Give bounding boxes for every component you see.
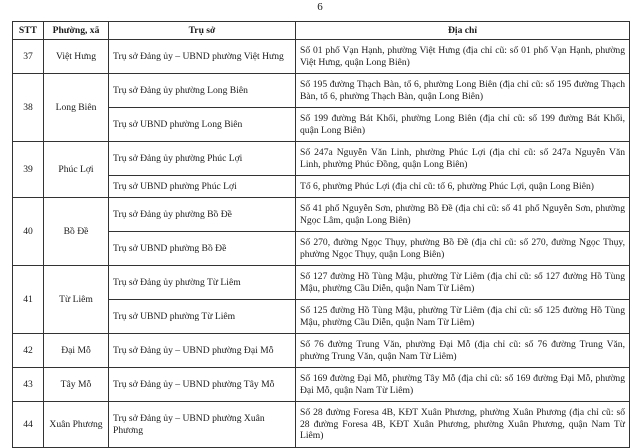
table-row — [13, 198, 630, 232]
cell-ward: Bồ Đề — [44, 198, 109, 266]
header-stt: STT — [13, 22, 44, 40]
cell-address: Số 28 đường Foresa 4B, KĐT Xuân Phương, phường Xuân Phương (địa chỉ cũ: số 28 đường Foresa 4B, KĐT Xuân Phương, phường Xuân Phương, quận Nam Từ Liêm) — [296, 402, 630, 448]
office-address-table — [12, 21, 630, 448]
cell-office: Trụ sở UBND phường Long Biên — [109, 108, 296, 142]
cell-office: Trụ sở Đảng ủy phường Phúc Lợi — [109, 142, 296, 176]
cell-stt: 37 — [13, 40, 44, 74]
cell-office: Trụ sở UBND phường Bồ Đề — [109, 232, 296, 266]
cell-ward: Tây Mỗ — [44, 368, 109, 402]
cell-ward: Xuân Phương — [44, 402, 109, 448]
cell-ward: Từ Liêm — [44, 266, 109, 334]
cell-address: Số 76 đường Trung Văn, phường Đại Mỗ (địa chỉ cũ: số 76 đường Trung Văn, phường Trung Văn, quận Nam Từ Liêm) — [296, 334, 630, 368]
cell-address: Số 270, đường Ngọc Thụy, phường Bồ Đề (địa chỉ cũ: số 270, đường Ngọc Thụy, phường Ngọc Thụy, quận Long Biên) — [296, 232, 630, 266]
cell-ward: Đại Mỗ — [44, 334, 109, 368]
table-row — [13, 74, 630, 108]
cell-office: Trụ sở Đảng ủy – UBND phường Xuân Phương — [109, 402, 296, 448]
header-ward: Phường, xã — [44, 22, 109, 40]
cell-stt: 44 — [13, 402, 44, 448]
cell-address: Số 247a Nguyễn Văn Linh, phường Phúc Lợi (địa chỉ cũ: số 247a Nguyễn Văn Linh, phường Phúc Đồng, quận Long Biên) — [296, 142, 630, 176]
table-header-row — [13, 22, 630, 40]
cell-address: Số 199 đường Bát Khối, phường Long Biên (địa chỉ cũ: số 199 đường Bát Khối, quận Long Biên) — [296, 108, 630, 142]
cell-office: Trụ sở UBND phường Phúc Lợi — [109, 176, 296, 198]
cell-address: Số 41 phố Nguyễn Sơn, phường Bồ Đề (địa chỉ cũ: số 41 phố Nguyễn Sơn, phường Ngọc Lâm, quận Long Biên) — [296, 198, 630, 232]
cell-office: Trụ sở Đảng ủy – UBND phường Tây Mỗ — [109, 368, 296, 402]
cell-address: Số 195 đường Thạch Bàn, tổ 6, phường Long Biên (địa chỉ cũ: số 195 đường Thạch Bàn, tổ 6, phường Thạch Bàn, quận Long Biên) — [296, 74, 630, 108]
cell-stt: 43 — [13, 368, 44, 402]
cell-address: Tổ 6, phường Phúc Lợi (địa chỉ cũ: tổ 6, phường Phúc Lợi, quận Long Biên) — [296, 176, 630, 198]
cell-ward: Phúc Lợi — [44, 142, 109, 198]
header-office: Trụ sở — [109, 22, 296, 40]
cell-ward: Việt Hưng — [44, 40, 109, 74]
table-row — [13, 368, 630, 402]
header-address: Địa chỉ — [296, 22, 630, 40]
cell-office: Trụ sở Đảng ủy phường Long Biên — [109, 74, 296, 108]
cell-office: Trụ sở Đảng ủy phường Bồ Đề — [109, 198, 296, 232]
page-number: 6 — [317, 1, 323, 13]
cell-ward: Long Biên — [44, 74, 109, 142]
cell-stt: 39 — [13, 142, 44, 198]
cell-address: Số 01 phố Vạn Hạnh, phường Việt Hưng (địa chỉ cũ: số 01 phố Vạn Hạnh, phường Việt Hưng, quận Long Biên) — [296, 40, 630, 74]
cell-address: Số 127 đường Hồ Tùng Mậu, phường Từ Liêm (địa chỉ cũ: số 127 đường Hồ Tùng Mậu, phường Cầu Diễn, quận Nam Từ Liêm) — [296, 266, 630, 300]
cell-stt: 41 — [13, 266, 44, 334]
table-row — [13, 402, 630, 448]
table-row — [13, 40, 630, 74]
table-body — [13, 40, 630, 448]
cell-address: Số 169 đường Đại Mỗ, phường Tây Mỗ (địa chỉ cũ: số 169 đường Đại Mỗ, phường Đại Mỗ, quận Nam Từ Liêm) — [296, 368, 630, 402]
cell-stt: 40 — [13, 198, 44, 266]
cell-stt: 38 — [13, 74, 44, 142]
cell-office: Trụ sở Đảng ủy – UBND phường Việt Hưng — [109, 40, 296, 74]
cell-office: Trụ sở UBND phường Từ Liêm — [109, 300, 296, 334]
table-row — [13, 266, 630, 300]
table-row — [13, 142, 630, 176]
cell-office: Trụ sở Đảng ủy – UBND phường Đại Mỗ — [109, 334, 296, 368]
cell-office: Trụ sở Đảng ủy phường Từ Liêm — [109, 266, 296, 300]
cell-stt: 42 — [13, 334, 44, 368]
table-row — [13, 334, 630, 368]
cell-address: Số 125 đường Hồ Tùng Mậu, phường Từ Liêm (địa chỉ cũ: số 125 đường Hồ Tùng Mậu, phường Cầu Diễn, quận Nam Từ Liêm) — [296, 300, 630, 334]
